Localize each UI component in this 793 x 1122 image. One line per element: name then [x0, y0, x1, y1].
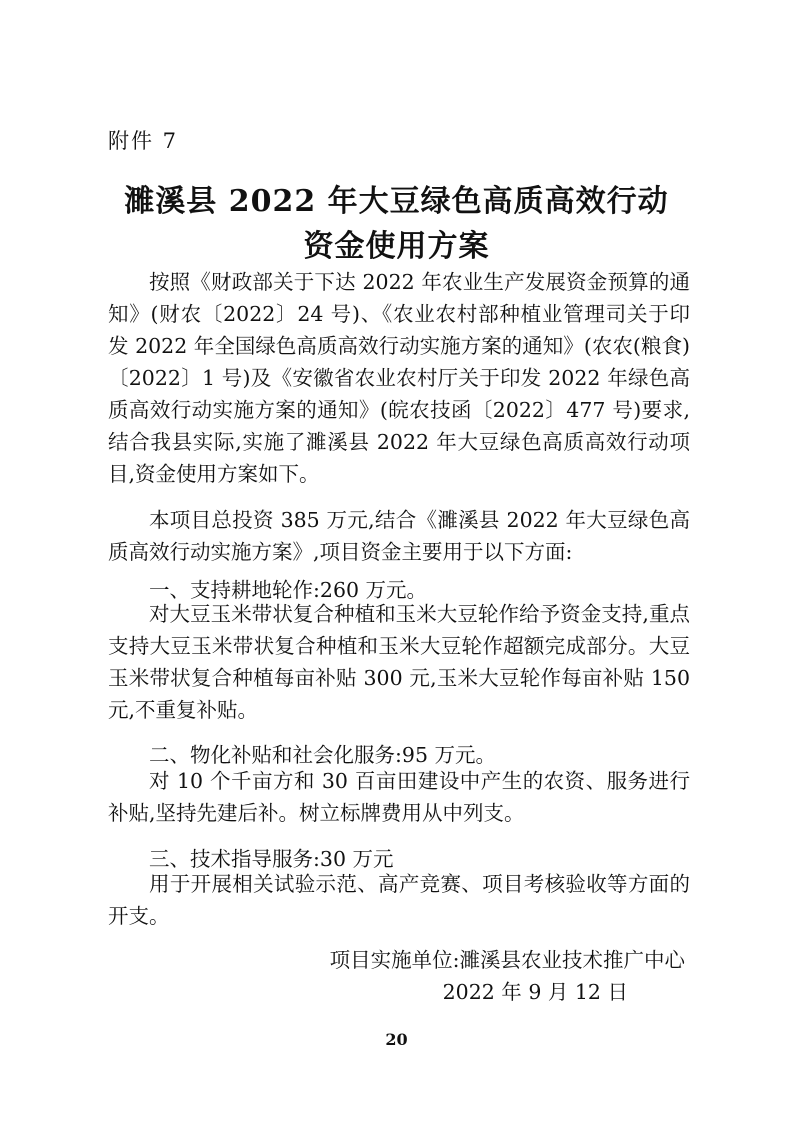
section-heading-subsidy: 二、物化补贴和社会化服务:95 万元。 [149, 743, 497, 767]
attachment-label: 附件 7 [108, 129, 179, 153]
page-number: 20 [385, 1030, 408, 1049]
paragraph-rotation-details: 对大豆玉米带状复合种植和玉米大豆轮作给予资金支持,重点支持大豆玉米带状复合种植和玉米大豆轮作超额完成部分。大豆玉米带状复合种植每亩补贴 300 元,玉米大豆轮作每亩补贴 150 元,不重复补贴。 [108, 602, 690, 722]
section-heading-technical: 三、技术指导服务:30 万元 [149, 847, 394, 871]
paragraph-total-investment: 本项目总投资 385 万元,结合《濉溪县 2022 年大豆绿色高质高效行动实施方案》,项目资金主要用于以下方面: [108, 508, 690, 564]
paragraph-subsidy-details: 对 10 个千亩方和 30 百亩田建设中产生的农资、服务进行补贴,坚持先建后补。树立标牌费用从中列支。 [108, 769, 690, 825]
document-title-line-1: 濉溪县 2022 年大豆绿色高质高效行动 [124, 184, 669, 219]
signature-date: 2022 年 9 月 12 日 [442, 980, 628, 1004]
signature-unit: 项目实施单位:濉溪县农业技术推广中心 [329, 948, 685, 972]
paragraph-basis: 按照《财政部关于下达 2022 年农业生产发展资金预算的通知》(财农〔2022〕24 号)、《农业农村部种植业管理司关于印发 2022 年全国绿色高质高效行动实施方案的通知》(农农(粮食)〔2022〕1 号)及《安徽省农业农村厅关于印发 2022 年绿色高质高效行动实施方案的通知》(皖农技函〔2022〕477 号)要求,结合我县实际,实施了濉溪县 2022 年大豆绿色高质高效行动项目,资金使用方案如下。 [108, 270, 690, 486]
document-title-line-2: 资金使用方案 [303, 229, 490, 264]
section-heading-rotation: 一、支持耕地轮作:260 万元。 [149, 578, 428, 602]
paragraph-technical-details: 用于开展相关试验示范、高产竞赛、项目考核验收等方面的开支。 [108, 872, 690, 928]
